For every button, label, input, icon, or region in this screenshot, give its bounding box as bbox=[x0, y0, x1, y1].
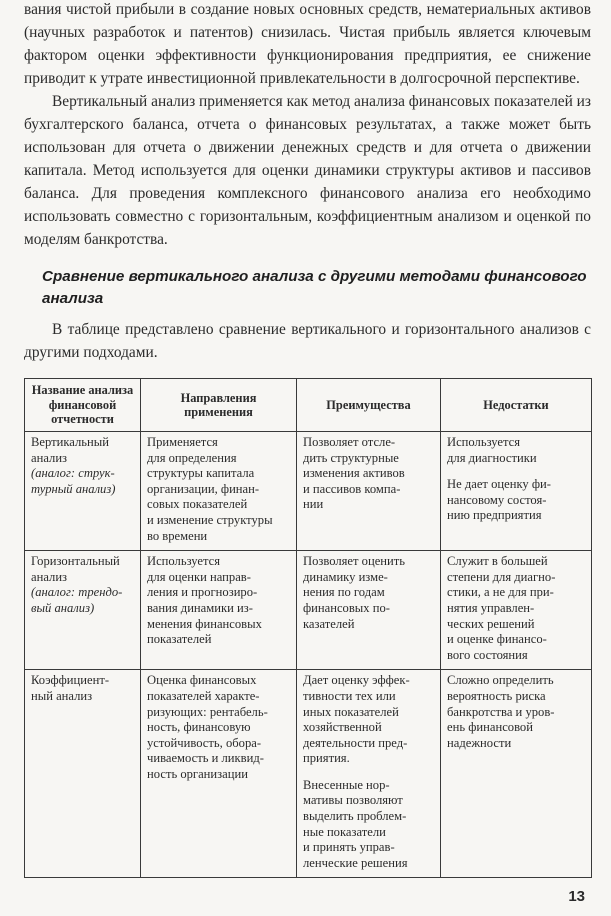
header-drawbacks: Недостатки bbox=[441, 379, 592, 432]
page-number: 13 bbox=[568, 888, 585, 905]
advantages-text: Позволяет отсле- дить структурные изменения активов и пассивов компа- нии bbox=[303, 435, 405, 512]
cell-application bbox=[141, 432, 297, 551]
table-header-row bbox=[25, 379, 592, 432]
drawbacks-text: Служит в большей степени для диагно- стики, а не для при- нятия управлен- ческих решений и оценке финансо- вого состояния bbox=[447, 554, 556, 662]
analysis-alias: (аналог: струк- турный анализ) bbox=[31, 466, 116, 496]
document-page bbox=[24, 0, 591, 878]
cell-application bbox=[141, 670, 297, 878]
advantages-text: Дает оценку эффек- тивности тех или иных показателей хозяйственной деятельности пред- приятия. bbox=[303, 673, 410, 766]
cell-drawbacks bbox=[441, 432, 592, 551]
drawbacks-text-2: Не дает оценку фи- нансовому состоя- нию предприятия bbox=[447, 477, 551, 523]
analysis-name: Коэффициент- ный анализ bbox=[31, 673, 110, 703]
drawbacks-text: Используется для диагностики bbox=[447, 435, 537, 465]
header-advantages: Преимущества bbox=[297, 379, 441, 432]
cell-advantages bbox=[297, 432, 441, 551]
cell-application bbox=[141, 551, 297, 670]
analysis-name: Горизонтальный анализ bbox=[31, 554, 120, 584]
application-text: Используется для оценки направ- ления и прогнозиро- вания динамики из- менения финансовых показателей bbox=[147, 554, 262, 647]
application-text: Применяется для определения структуры капитала организации, финан- совых показателей и изменение структуры во времени bbox=[147, 435, 273, 543]
cell-spacer bbox=[447, 466, 585, 477]
cell-drawbacks bbox=[441, 670, 592, 878]
cell-advantages bbox=[297, 670, 441, 878]
table-row bbox=[25, 551, 592, 670]
table-intro: В таблице представлено сравнение вертикального и горизонтального анализов с другими подходами. bbox=[24, 321, 591, 361]
cell-analysis-name bbox=[25, 670, 141, 878]
advantages-text-2: Внесенные нор- мативы позволяют выделить проблем- ные показатели и принять управ- ленческие решения bbox=[303, 777, 408, 870]
header-analysis-name: Название анализа финансовой отчетности bbox=[25, 379, 141, 432]
advantages-text: Позволяет оценить динамику изме- нения по годам финансовых по- казателей bbox=[303, 554, 406, 631]
cell-analysis-name bbox=[25, 432, 141, 551]
paragraph: вания чистой прибыли в создание новых основных средств, нематериальных активов (научных разработок и патентов) снизилась. Чистая прибыль является ключевым фактором оценки эффективности функционирования предприятия, ее снижение приводит к утрате инвестиционной привлекательности в долгосрочной перспективе. bbox=[24, 1, 591, 87]
table-row bbox=[25, 670, 592, 878]
cell-drawbacks bbox=[441, 551, 592, 670]
section-heading: Сравнение вертикального анализа с другими методами финансового анализа bbox=[42, 268, 587, 307]
cell-analysis-name bbox=[25, 551, 141, 670]
cell-advantages bbox=[297, 551, 441, 670]
comparison-table bbox=[24, 378, 592, 878]
analysis-name: Вертикальный анализ bbox=[31, 435, 109, 465]
application-text: Оценка финансовых показателей характе- ризующих: рентабель- ность, финансовую устойчивость, обора- чиваемость и ликвид- ность организации bbox=[147, 673, 268, 781]
paragraph: Вертикальный анализ применяется как метод анализа финансовых показателей из бухгалтерского баланса, отчета о финансовых результатах, а также может быть использован для отчета о движении денежных средств и для отчета о движении капитала. Метод используется для оценки динамики структуры активов и пассивов баланса. Для проведения комплексного финансового анализа его необходимо использовать совместно с горизонтальным, коэффициентным анализом и оценкой по моделям банкротства. bbox=[24, 93, 591, 248]
drawbacks-text: Сложно определить вероятность риска банкротства и уров- ень финансовой надежности bbox=[447, 673, 555, 750]
analysis-alias: (аналог: трендо- вый анализ) bbox=[31, 585, 123, 615]
header-application: Направления применения bbox=[141, 379, 297, 432]
cell-spacer bbox=[303, 767, 434, 778]
table-row bbox=[25, 432, 592, 551]
